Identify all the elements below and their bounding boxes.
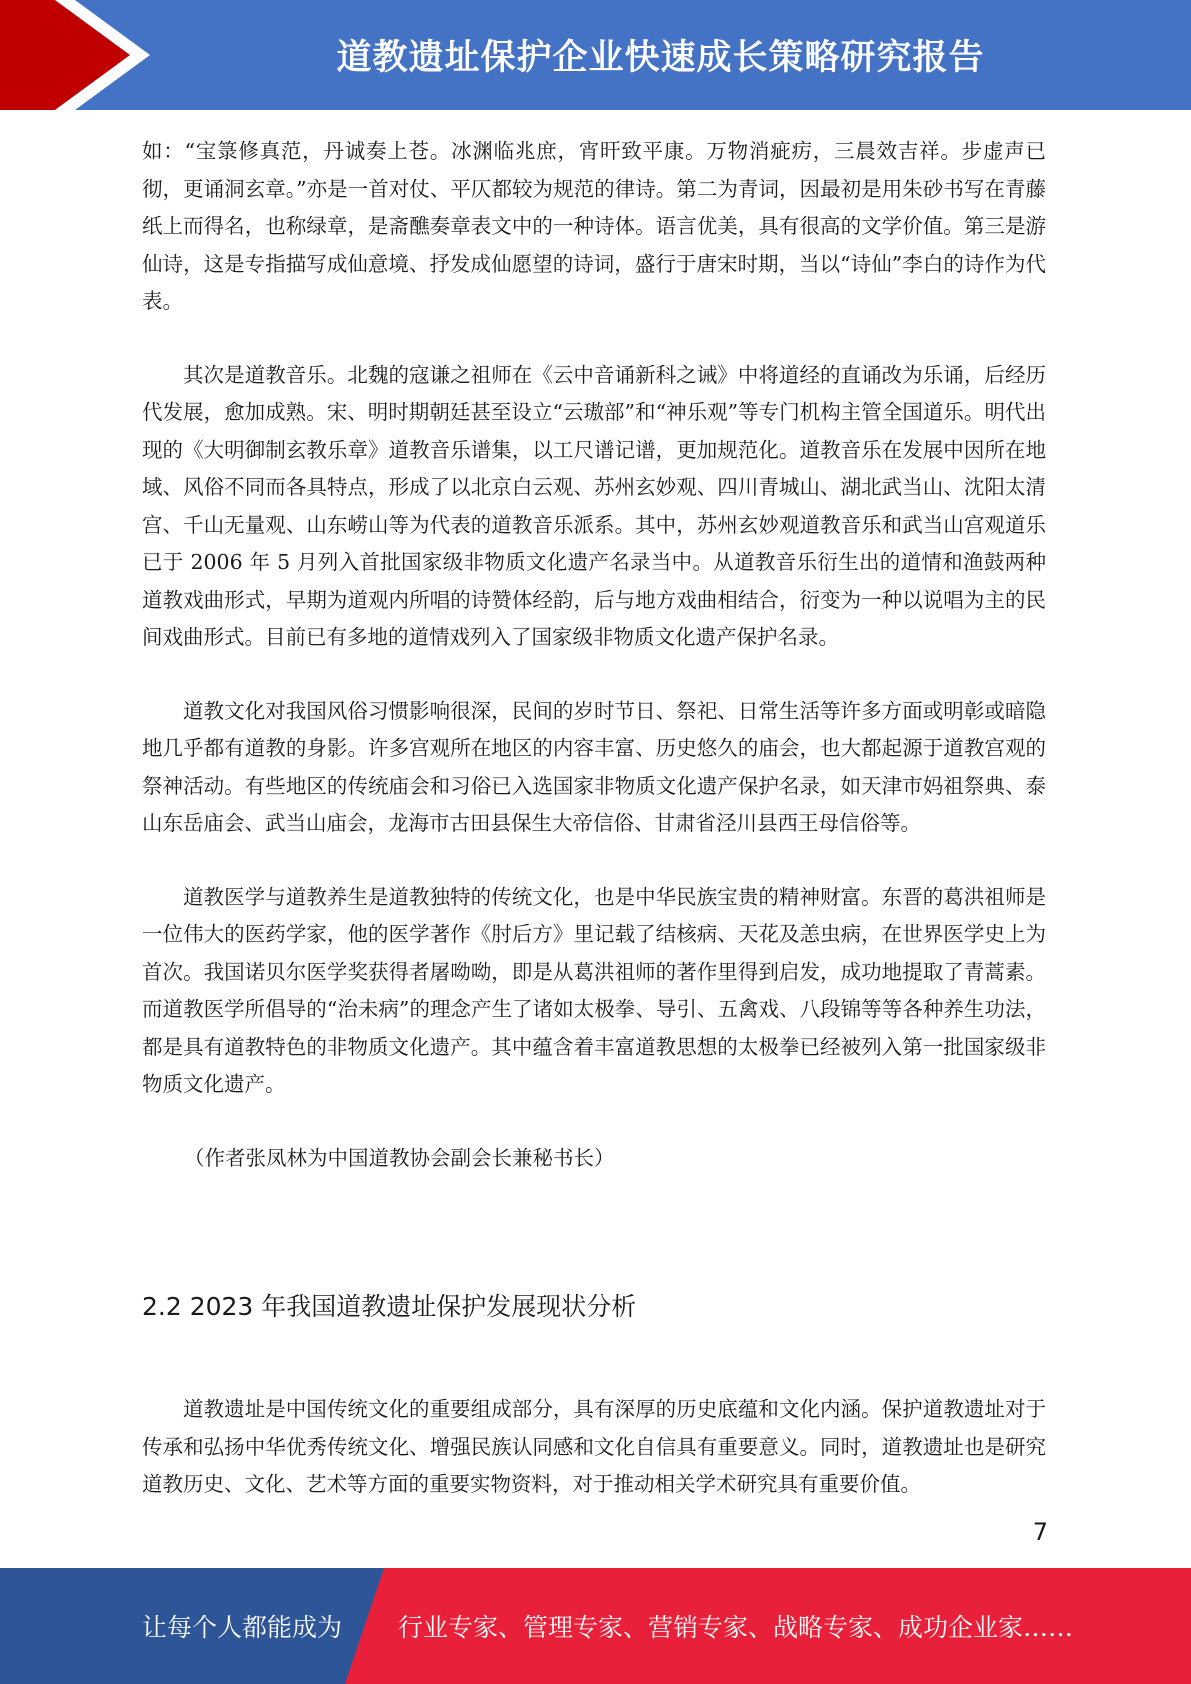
header-arrow-decoration <box>0 0 160 110</box>
section-heading: 2.2 2023 年我国道教遗址保护发展现状分析 <box>142 1292 637 1321</box>
paragraph: 道教医学与道教养生是道教独特的传统文化，也是中华民族宝贵的精神财富。东晋的葛洪祖师是一位伟大的医药学家，他的医学著作《肘后方》里记载了结核病、天花及恙虫病，在世界医学史上为首次。我国诺贝尔医学奖获得者屠呦呦，即是从葛洪祖师的著作里得到启发，成功地提取了青蒿素。而道教医学所倡导的“治未病”的理念产生了诸如太极拳、导引、五禽戏、八段锦等等各种养生功法，都是具有道教特色的非物质文化遗产。其中蕴含着丰富道教思想的太极拳已经被列入第一批国家级非物质文化遗产。 <box>142 884 1046 1096</box>
report-title: 道教遗址保护企业快速成长策略研究报告 <box>336 38 985 78</box>
author-note: （作者张凤林为中国道教协会副会长兼秘书长） <box>184 1145 615 1170</box>
footer-slogan-right: 行业专家、管理专家、营销专家、战略专家、成功企业家…… <box>398 1613 1074 1642</box>
page-number: 7 <box>1032 1518 1048 1546</box>
footer-slogan-left: 让每个人都能成为 <box>142 1613 343 1642</box>
page-header <box>0 0 1191 110</box>
paragraph: 道教文化对我国风俗习惯影响很深，民间的岁时节日、祭祀、日常生活等许多方面或明彰或暗隐地几乎都有道教的身影。许多宫观所在地区的内容丰富、历史悠久的庙会，也大都起源于道教宫观的祭神活动。有些地区的传统庙会和习俗已入选国家非物质文化遗产保护名录，如天津市妈祖祭典、泰山东岳庙会、武当山庙会，龙海市古田县保生大帝信俗、甘肃省泾川县西王母信俗等。 <box>142 698 1046 835</box>
section-paragraph: 道教遗址是中国传统文化的重要组成部分，具有深厚的历史底蕴和文化内涵。保护道教遗址对于传承和弘扬中华优秀传统文化、增强民族认同感和文化自信具有重要意义。同时，道教遗址也是研究道教历史、文化、艺术等方面的重要实物资料，对于推动相关学术研究具有重要价值。 <box>142 1397 1046 1496</box>
page-footer <box>0 1568 1191 1684</box>
paragraph: 如：“宝箓修真范，丹诚奏上苍。冰渊临兆庶，宵旰致平康。万物消疵疠，三晨效吉祥。步虚声已彻，更诵洞玄章。”亦是一首对仗、平仄都较为规范的律诗。第二为青词，因最初是用朱砂书写在青藤纸上而得名，也称绿章，是斋醮奏章表文中的一种诗体。语言优美，具有很高的文学价值。第三是游仙诗，这是专指描写成仙意境、抒发成仙愿望的诗词，盛行于唐宋时期，当以“诗仙”李白的诗作为代表。 <box>142 139 1046 313</box>
page-body <box>142 133 1046 1504</box>
paragraph: 其次是道教音乐。北魏的寇谦之祖师在《云中音诵新科之诫》中将道经的直诵改为乐诵，后经历代发展，愈加成熟。宋、明时期朝廷甚至设立“云璈部”和“神乐观”等专门机构主管全国道乐。明代出现的《大明御制玄教乐章》道教音乐谱集，以工尺谱记谱，更加规范化。道教音乐在发展中因所在地域、风俗不同而各具特点，形成了以北京白云观、苏州玄妙观、四川青城山、湖北武当山、沈阳太清宫、千山无量观、山东崂山等为代表的道教音乐派系。其中，苏州玄妙观道教音乐和武当山宫观道乐已于 2006 年 5 月列入首批国家级非物质文化遗产名录当中。从道教音乐衍生出的道情和渔鼓两种道教戏曲形式，早期为道观内所唱的诗赞体经韵，后与地方戏曲相结合，衍变为一种以说唱为主的民间戏曲形式。目前已有多地的道情戏列入了国家级非物质文化遗产保护名录。 <box>142 362 1046 649</box>
